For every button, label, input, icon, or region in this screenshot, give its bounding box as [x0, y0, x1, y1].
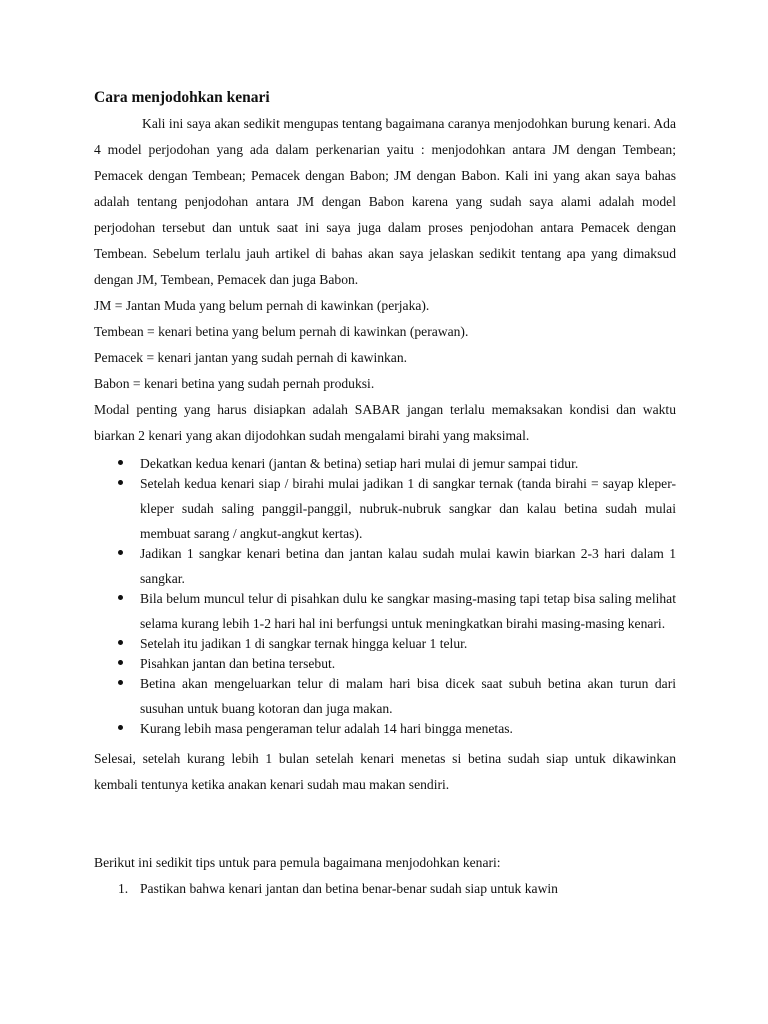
blank-space	[94, 798, 676, 850]
tip-item	[94, 876, 676, 902]
definition-jm: JM = Jantan Muda yang belum pernah di kawinkan (perjaka).	[94, 298, 430, 313]
modal-paragraph: Modal penting yang harus disiapkan adalah SABAR jangan terlalu memaksakan kondisi dan waktu biarkan 2 kenari yang akan dijodohkan sudah mengalami birahi yang maksimal.	[94, 402, 676, 443]
definition-babon: Babon = kenari betina yang sudah pernah produksi.	[94, 376, 375, 391]
definition-pemacek: Pemacek = kenari jantan yang sudah pernah di kawinkan.	[94, 350, 408, 365]
steps-bullet-list	[94, 451, 676, 741]
intro-paragraph: Kali ini saya akan sedikit mengupas tentang bagaimana caranya menjodohkan burung kenari. Ada 4 model perjodohan yang ada dalam perkenarian yaitu : menjodohkan antara JM dengan Tembean; Pemacek dengan Tembean; Pemacek dengan Babon; JM dengan Babon. Kali ini yang akan saya bahas adalah tentang penjodohan antara JM dengan Babon karena yang sudah saya alami adalah model perjodohan tersebut dan untuk saat ini saya juga dalam proses penjodohan antara Pemacek dengan Tembean. Sebelum terlalu jauh artikel di bahas akan saya jelaskan sedikit tentang apa yang dimaksud dengan JM, Tembean, Pemacek dan juga Babon.	[94, 116, 676, 287]
bullet-item: Jadikan 1 sangkar kenari betina dan jantan kalau sudah mulai kawin biarkan 2-3 hari dalam 1 sangkar.	[94, 541, 676, 591]
bullet-item: Setelah itu jadikan 1 di sangkar ternak hingga keluar 1 telur.	[94, 631, 676, 656]
tip-text: Pastikan bahwa kenari jantan dan betina benar-benar sudah siap untuk kawin	[140, 881, 558, 896]
bullet-item: Pisahkan jantan dan betina tersebut.	[94, 651, 676, 676]
bullet-item: Setelah kedua kenari siap / birahi mulai jadikan 1 di sangkar ternak (tanda birahi = sayap kleper-kleper sudah saling panggil-panggil, nubruk-nubruk sangkar dan kalau betina sudah mulai membuat sarang / angkut-angkut kertas).	[94, 471, 676, 546]
tip-number: 1.	[118, 881, 129, 896]
bullet-item: Dekatkan kedua kenari (jantan & betina) setiap hari mulai di jemur sampai tidur.	[94, 451, 676, 476]
definition-tembean: Tembean = kenari betina yang belum pernah di kawinkan (perawan).	[94, 324, 469, 339]
bullet-item: Bila belum muncul telur di pisahkan dulu ke sangkar masing-masing tapi tetap bisa saling melihat selama kurang lebih 1-2 hari hal ini berfungsi untuk meningkatkan birahi masing-masing kenari.	[94, 586, 676, 636]
document-title: Cara menjodohkan kenari	[94, 89, 270, 106]
tips-numbered-list	[94, 876, 676, 902]
bullet-item: Kurang lebih masa pengeraman telur adalah 14 hari bingga menetas.	[94, 716, 676, 741]
tips-intro: Berikut ini sedikit tips untuk para pemula bagaimana menjodohkan kenari:	[94, 855, 501, 870]
bullet-item: Betina akan mengeluarkan telur di malam hari bisa dicek saat subuh betina akan turun dari susuhan untuk buang kotoran dan juga makan.	[94, 671, 676, 721]
document-body	[94, 88, 676, 902]
closing-paragraph: Selesai, setelah kurang lebih 1 bulan setelah kenari menetas si betina sudah siap untuk dikawinkan kembali tentunya ketika anakan kenari sudah mau makan sendiri.	[94, 751, 676, 792]
